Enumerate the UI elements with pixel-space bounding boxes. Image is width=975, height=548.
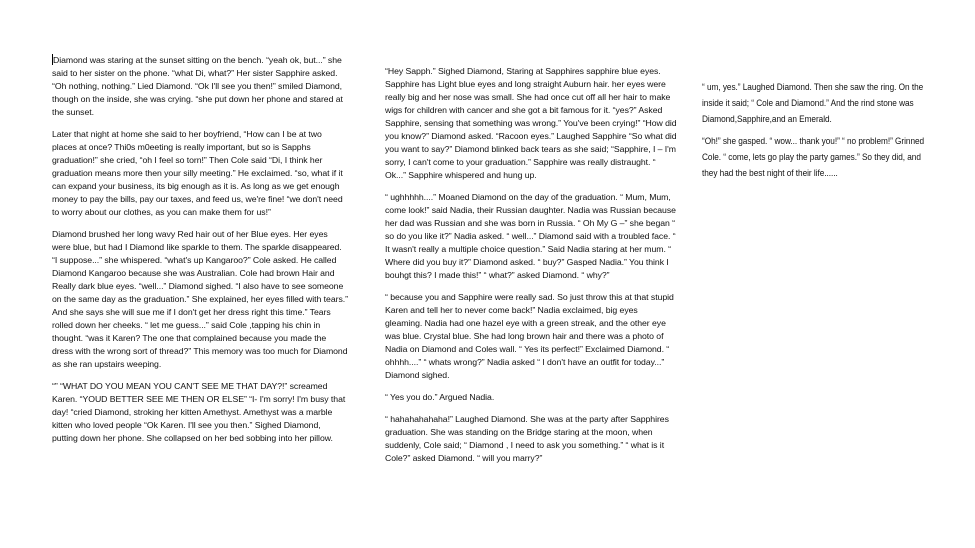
paragraph[interactable]: Diamond was staring at the sunset sitting on the bench. “yeah ok, but...” she said to her sister on the phone. “what Di, what?” Her sister Sapphire asked. “Oh nothing, nothing.” Lied Diamond. “Ok I'll see you then!” smiled Diamond, though on the inside, she was crying. “she put down her phone and stared at the sunset. xyxy=(52,55,343,117)
text-column-middle xyxy=(385,65,677,474)
paragraph[interactable]: Later that night at home she said to her boyfriend, “How can I be at two places at once? Thi0s m0eeting is really important, but so is Sapphs graduation!” she cried, “oh I feel so torn!” Then Cole said “Di, I think her graduation means more then your silly meeting.” He exclaimed. “so, what if it can expand your business, its big enough as it is. As long as we get enough money to pay the bills, pay our taxes, and feed us, we're fine! “we don't need to worry about our clothes, as you can make them for us!” xyxy=(52,129,343,217)
paragraph[interactable]: “ hahahahahaha!” Laughed Diamond. She was at the party after Sapphires graduation. She was standing on the Bridge staring at the moon, when suddenly, Cole said; “ Diamond , I need to ask you something.” “ what is it Cole?” asked Diamond. “ will you marry?” xyxy=(385,414,669,463)
paragraph[interactable]: “ Yes you do.” Argued Nadia. xyxy=(385,392,495,402)
paragraph[interactable]: “ ughhhhh....” Moaned Diamond on the day of the graduation. “ Mum, Mum, come look!” said Nadia, their Russian daughter. Nadia was Russian because her dad was Russian and she was born in Russia. “ Oh My G –” she began “ so do you like it?” Nadia asked. “ well...” Diamond said with a troubled face. “ It wasn't really a multiple choice question.” Said Nadia staring at her mum. “ Where did you buy it?” Diamond asked. “ buy?” Gasped Nadia.” You think I bouhgt this? I made this!” “ what?” asked Diamond. “ why?” xyxy=(385,192,676,280)
paragraph[interactable]: “Hey Sapph.” Sighed Diamond, Staring at Sapphires sapphire blue eyes. Sapphire has Light blue eyes and long straight Auburn hair. her eyes were really big and her nose was small. She had once cut off all her hair to make wigs for children with cancer and she got a bit famous for it. “yes?” Asked Sapphire, sensing that something was wrong.” You've been crying!” “How did you know?” Diamond asked. “Racoon eyes.” Laughed Sapphire “So what did you want to say?” Diamond blinked back tears as she said; “Sapphire, I – I'm sorry, I can't come to your graduation.” Sapphire was really distraught. “ Ok...” Sapphire whispered and hung up. xyxy=(385,66,677,180)
paragraph[interactable]: “ because you and Sapphire were really sad. So just throw this at that stupid Karen and tell her to never come back!” Nadia exclaimed, big eyes gleaming. Nadia had one hazel eye with a green streak, and the other eye was blue. Crystal blue. She had long brown hair and there was a photo of Nadia on Diamond and Coles wall. “ Yes its perfect!” Exclaimed Diamond. “ ohhhh....” “ whats wrong?” Nadia asked “ I don't have an outfit for today...” Diamond sighed. xyxy=(385,292,674,380)
paragraph[interactable]: “ um, yes.” Laughed Diamond. Then she saw the ring. On the inside it said; “ Cole and Diamond.” And the rind stone was Diamond,Sapphire,and an Emerald. xyxy=(702,82,924,125)
paragraph[interactable]: “” “WHAT DO YOU MEAN YOU CAN'T SEE ME THAT DAY?!” screamed Karen. “YOUD BETTER SEE ME THEN OR ELSE” “I- I'm sorry! I'm busy that day! “cried Diamond, stroking her kitten Amethyst. Amethyst was a marble kitten who loved people “Ok Karen. I'll see you then.” Sighed Diamond, putting down her phone. She collapsed on her bed sobbing into her pillow. xyxy=(52,381,346,443)
paragraph[interactable]: “Oh!” she gasped. “ wow... thank you!” “ no problem!” Grinned Cole. “ come, lets go play the party games.” So they did, and they had the best night of their life...... xyxy=(702,136,925,179)
paragraph[interactable]: Diamond brushed her long wavy Red hair out of her Blue eyes. Her eyes were blue, but had I Diamond like sparkle to them. The sparkle disappeared. “I suppose...” she whispered. “what's up Kangaroo?” Cole asked. He called Diamond Kangaroo because she was Australian. Cole had brown Hair and Really dark blue eyes. “well...” Diamond sighed. “I also have to see someone on the same day as the graduation.” She explained, her eyes filled with tears.” And she says she will sue me if I don't get her dress right this time.” Tears rolled down her cheeks. “ let me guess...” said Cole ,tapping his chin in thought. “was it Karen? The one that complained because you made the dress with the wrong sort of thread?” This memory was too much for Diamond as she ran upstairs weeping. xyxy=(52,229,348,369)
text-column-right xyxy=(702,80,942,188)
text-column-left xyxy=(52,54,348,454)
